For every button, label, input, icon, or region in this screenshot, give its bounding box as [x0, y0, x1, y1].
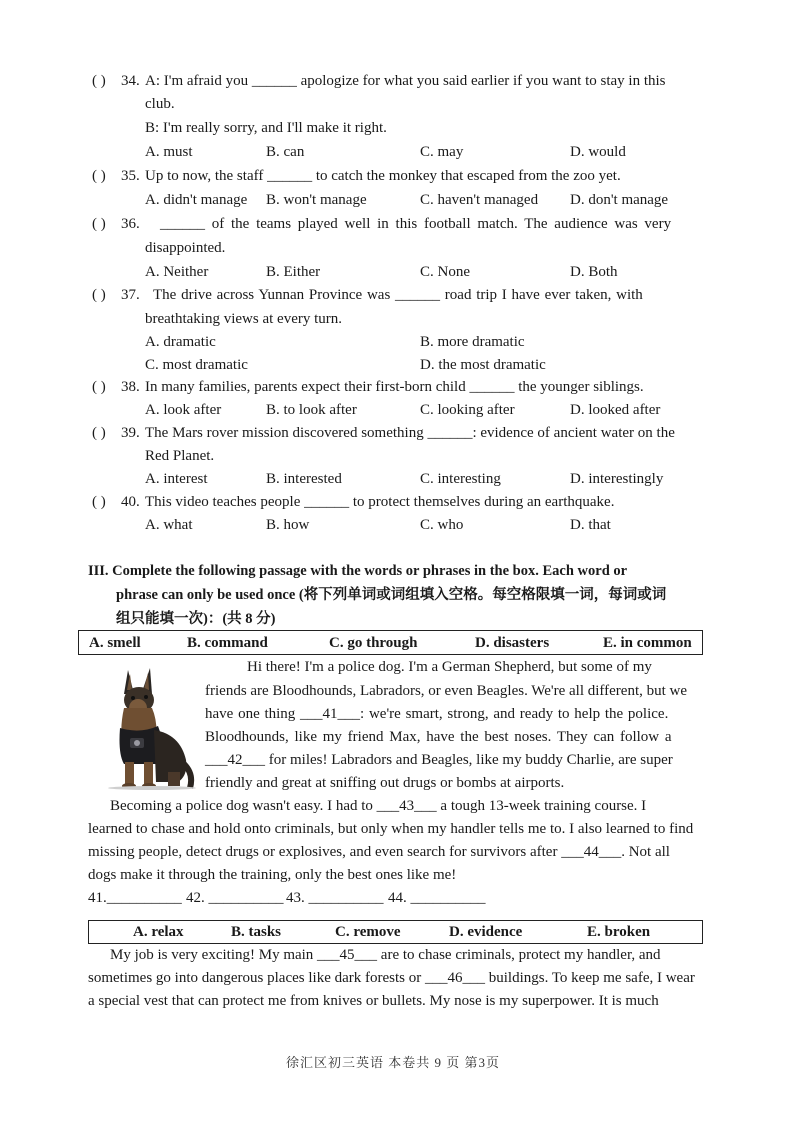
- police-dog-image: [94, 664, 198, 790]
- option-d: D. looked after: [570, 402, 661, 418]
- question-number: 35.: [121, 168, 140, 184]
- question-text: Red Planet.: [145, 448, 215, 464]
- option-c: C. who: [420, 517, 464, 533]
- answer-blank-42[interactable]: 42. __________: [186, 890, 284, 906]
- question-text: disappointed.: [145, 240, 226, 256]
- passage-line: Bloodhounds, like my friend Max, have the best noses. They can follow a: [205, 729, 672, 745]
- option-c: C. may: [420, 144, 464, 160]
- option-b: B. more dramatic: [420, 334, 525, 350]
- answer-paren[interactable]: ( ): [92, 425, 106, 441]
- question-number: 37.: [121, 287, 140, 303]
- passage-line: friendly and great at sniffing out drugs or bombs at airports.: [205, 775, 565, 791]
- passage-line: ___42___ for miles! Labradors and Beagles, like my buddy Charlie, are super: [205, 752, 673, 768]
- answer-paren[interactable]: ( ): [92, 287, 106, 303]
- question-text: breathtaking views at every turn.: [145, 311, 343, 327]
- question-number: 36.: [121, 216, 140, 232]
- passage-line: My job is very exciting! My main ___45___ are to chase criminals, protect my handler, and: [110, 947, 661, 963]
- answer-blank-43[interactable]: 43. __________: [286, 890, 384, 906]
- passage-line: have one thing ___41___: we're smart, strong, and ready to help the police.: [205, 706, 669, 722]
- page-footer: 徐汇区初三英语 本卷共 9 页 第3页: [286, 1055, 501, 1070]
- word-box-item: D. evidence: [449, 924, 523, 940]
- passage-line: missing people, detect drugs or explosives, and even search for survivors after ___44___. Not all: [88, 844, 670, 860]
- option-b: B. won't manage: [266, 192, 367, 208]
- option-d: D. Both: [570, 264, 618, 280]
- option-b: B. interested: [266, 471, 342, 487]
- passage-line: learned to chase and hold onto criminals, but only when my handler tells me to. I also learned to find: [88, 821, 694, 837]
- question-text: The Mars rover mission discovered something ______: evidence of ancient water on the: [145, 425, 675, 441]
- passage-line: Hi there! I'm a police dog. I'm a German Shepherd, but some of my: [247, 659, 652, 675]
- option-a: A. must: [145, 144, 193, 160]
- question-text: Up to now, the staff ______ to catch the monkey that escaped from the zoo yet.: [145, 168, 621, 184]
- option-b: B. Either: [266, 264, 321, 280]
- option-a: A. look after: [145, 402, 222, 418]
- passage-line: dogs make it through the training, only the best ones like me!: [88, 867, 457, 883]
- option-c: C. looking after: [420, 402, 515, 418]
- question-text: The drive across Yunnan Province was ______ road trip I have ever taken, with: [153, 287, 643, 303]
- word-box-item: A. smell: [89, 635, 141, 651]
- word-box-1: [78, 630, 703, 655]
- question-number: 40.: [121, 494, 140, 510]
- option-a: A. didn't manage: [145, 192, 248, 208]
- word-box-2: [88, 920, 703, 944]
- word-box-item: E. in common: [603, 635, 692, 651]
- question-text: ______ of the teams played well in this football match. The audience was very: [160, 216, 672, 232]
- option-b: B. how: [266, 517, 310, 533]
- option-d: D. interestingly: [570, 471, 664, 487]
- passage-line: sometimes go into dangerous places like dark forests or ___46___ buildings. To keep me safe, I wear: [88, 970, 695, 986]
- option-b: B. can: [266, 144, 305, 160]
- question-text: In many families, parents expect their first-born child ______ the younger siblings.: [145, 379, 644, 395]
- question-number: 39.: [121, 425, 140, 441]
- word-box-item: B. tasks: [231, 924, 282, 940]
- section-heading: III. Complete the following passage with the words or phrases in the box. Each word or: [88, 563, 628, 579]
- section-heading: phrase can only be used once (将下列单词或词组填入空格。每空格限填一词，每词或词: [116, 587, 667, 603]
- option-d: D. would: [570, 144, 626, 160]
- question-text: club.: [145, 96, 175, 112]
- option-c: C. None: [420, 264, 470, 280]
- answer-blank-44[interactable]: 44. __________: [388, 890, 486, 906]
- question-text: A: I'm afraid you ______ apologize for what you said earlier if you want to stay in this: [145, 73, 666, 89]
- option-d: D. the most dramatic: [420, 357, 546, 373]
- question-number: 34.: [121, 73, 140, 89]
- option-a: A. Neither: [145, 264, 209, 280]
- answer-paren[interactable]: ( ): [92, 168, 106, 184]
- option-d: D. don't manage: [570, 192, 669, 208]
- passage-line: Becoming a police dog wasn't easy. I had to ___43___ a tough 13-week training course. I: [110, 798, 647, 814]
- word-box-item: E. broken: [587, 924, 651, 940]
- question-text: This video teaches people ______ to protect themselves during an earthquake.: [145, 494, 615, 510]
- word-box-item: A. relax: [133, 924, 184, 940]
- option-a: A. what: [145, 517, 193, 533]
- option-c: C. most dramatic: [145, 357, 248, 373]
- answer-paren[interactable]: ( ): [92, 379, 106, 395]
- word-box-item: C. go through: [329, 635, 418, 651]
- word-box-item: D. disasters: [475, 635, 550, 651]
- question-number: 38.: [121, 379, 140, 395]
- passage-line: friends are Bloodhounds, Labradors, or even Beagles. We're all different, but we: [205, 683, 688, 699]
- option-a: A. interest: [145, 471, 208, 487]
- passage-line: a special vest that can protect me from knives or bullets. My nose is my superpower. It is much: [88, 993, 659, 1009]
- answer-paren[interactable]: ( ): [92, 73, 106, 89]
- answer-blank-41[interactable]: 41.__________: [88, 890, 182, 906]
- option-c: C. interesting: [420, 471, 501, 487]
- option-a: A. dramatic: [145, 334, 216, 350]
- word-box-item: C. remove: [335, 924, 401, 940]
- answer-paren[interactable]: ( ): [92, 494, 106, 510]
- answer-paren[interactable]: ( ): [92, 216, 106, 232]
- word-box-item: B. command: [187, 635, 268, 651]
- option-c: C. haven't managed: [420, 192, 539, 208]
- option-d: D. that: [570, 517, 611, 533]
- question-text: B: I'm really sorry, and I'll make it right.: [145, 120, 387, 136]
- option-b: B. to look after: [266, 402, 357, 418]
- section-heading: 组只能填一次)：(共 8 分): [116, 611, 276, 627]
